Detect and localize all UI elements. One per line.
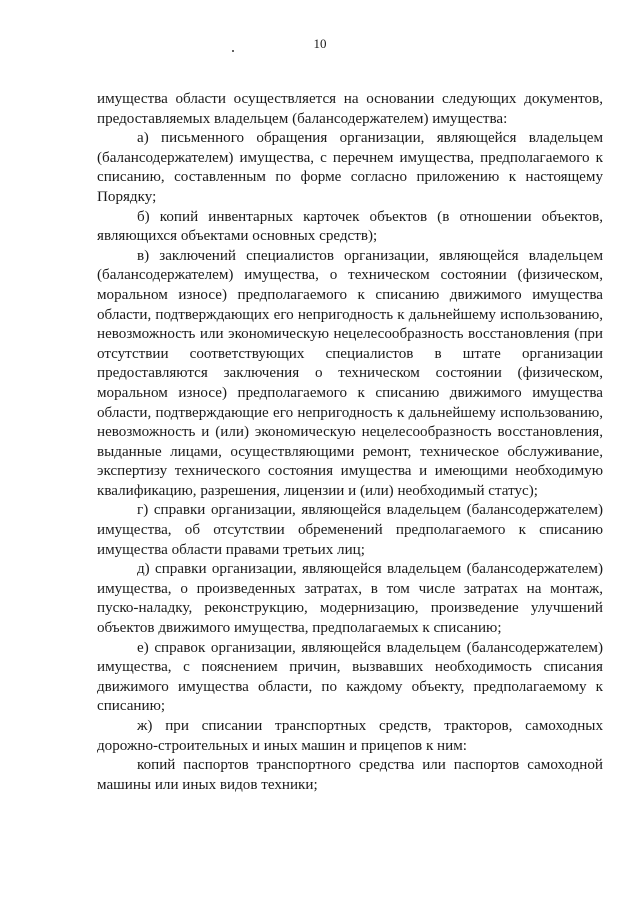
scan-artifact-dot bbox=[232, 50, 234, 52]
paragraph-intro: имущества области осуществляется на основании следующих документов, предоставляемых владельцем (балансодержателем) имущества: bbox=[97, 91, 603, 127]
paragraph-item-e: е) справок организации, являющейся владельцем (балансодержателем) имущества, с пояснением причин, вызвавших необходимость списания движимого имущества области, по каждому объекту, предполагаемому к списанию; bbox=[97, 639, 603, 715]
paragraph-item-zh-copies: копий паспортов транспортного средства или паспортов самоходной машины или иных видов техники; bbox=[97, 757, 603, 793]
paragraph-item-zh: ж) при списании транспортных средств, тракторов, самоходных дорожно-строительных и иных машин и прицепов к ним: bbox=[97, 718, 603, 754]
paragraph-item-v: в) заключений специалистов организации, являющейся владельцем (балансодержателем) имущества, о техническом состоянии (физическом, моральном износе) предполагаемого к списанию движимого имущества области, подтверждающих его непригодность к дальнейшему использованию, невозможность или экономическую нецелесообразность восстановления (при отсутствии соответствующих специалистов в штате организации предоставляются заключения о техническом состоянии (физическом, моральном износе) предполагаемого к списанию движимого имущества области, подтверждающие его непригодность к дальнейшему использованию, невозможность и (или) экономическую нецелесообразность восстановления, выданные лицами, осуществляющими ремонт, техническое обслуживание, экспертизу технического состояния имущества и имеющими необходимую квалификацию, разрешения, лицензии и (или) необходимый статус); bbox=[97, 247, 603, 499]
paragraph-item-a: а) письменного обращения организации, являющейся владельцем (балансодержателем) имущества, с перечнем имущества, предполагаемого к списанию, составленным по форме согласно приложению к настоящему Порядку; bbox=[97, 130, 603, 205]
document-body bbox=[97, 90, 603, 795]
paragraph-item-g: г) справки организации, являющейся владельцем (балансодержателем) имущества, об отсутствии обременений предполагаемого к списанию имущества области правами третьих лиц; bbox=[97, 502, 603, 558]
page-number: 10 bbox=[313, 36, 327, 51]
paragraph-item-d: д) справки организации, являющейся владельцем (балансодержателем) имущества, о произведенных затратах, в том числе затратах на монтаж, пуско-наладку, реконструкцию, модернизацию, произведение улучшений объектов движимого имущества, предполагаемых к списанию; bbox=[97, 561, 603, 637]
paragraph-item-b: б) копий инвентарных карточек объектов (в отношении объектов, являющихся объектами основных средств); bbox=[97, 208, 603, 245]
